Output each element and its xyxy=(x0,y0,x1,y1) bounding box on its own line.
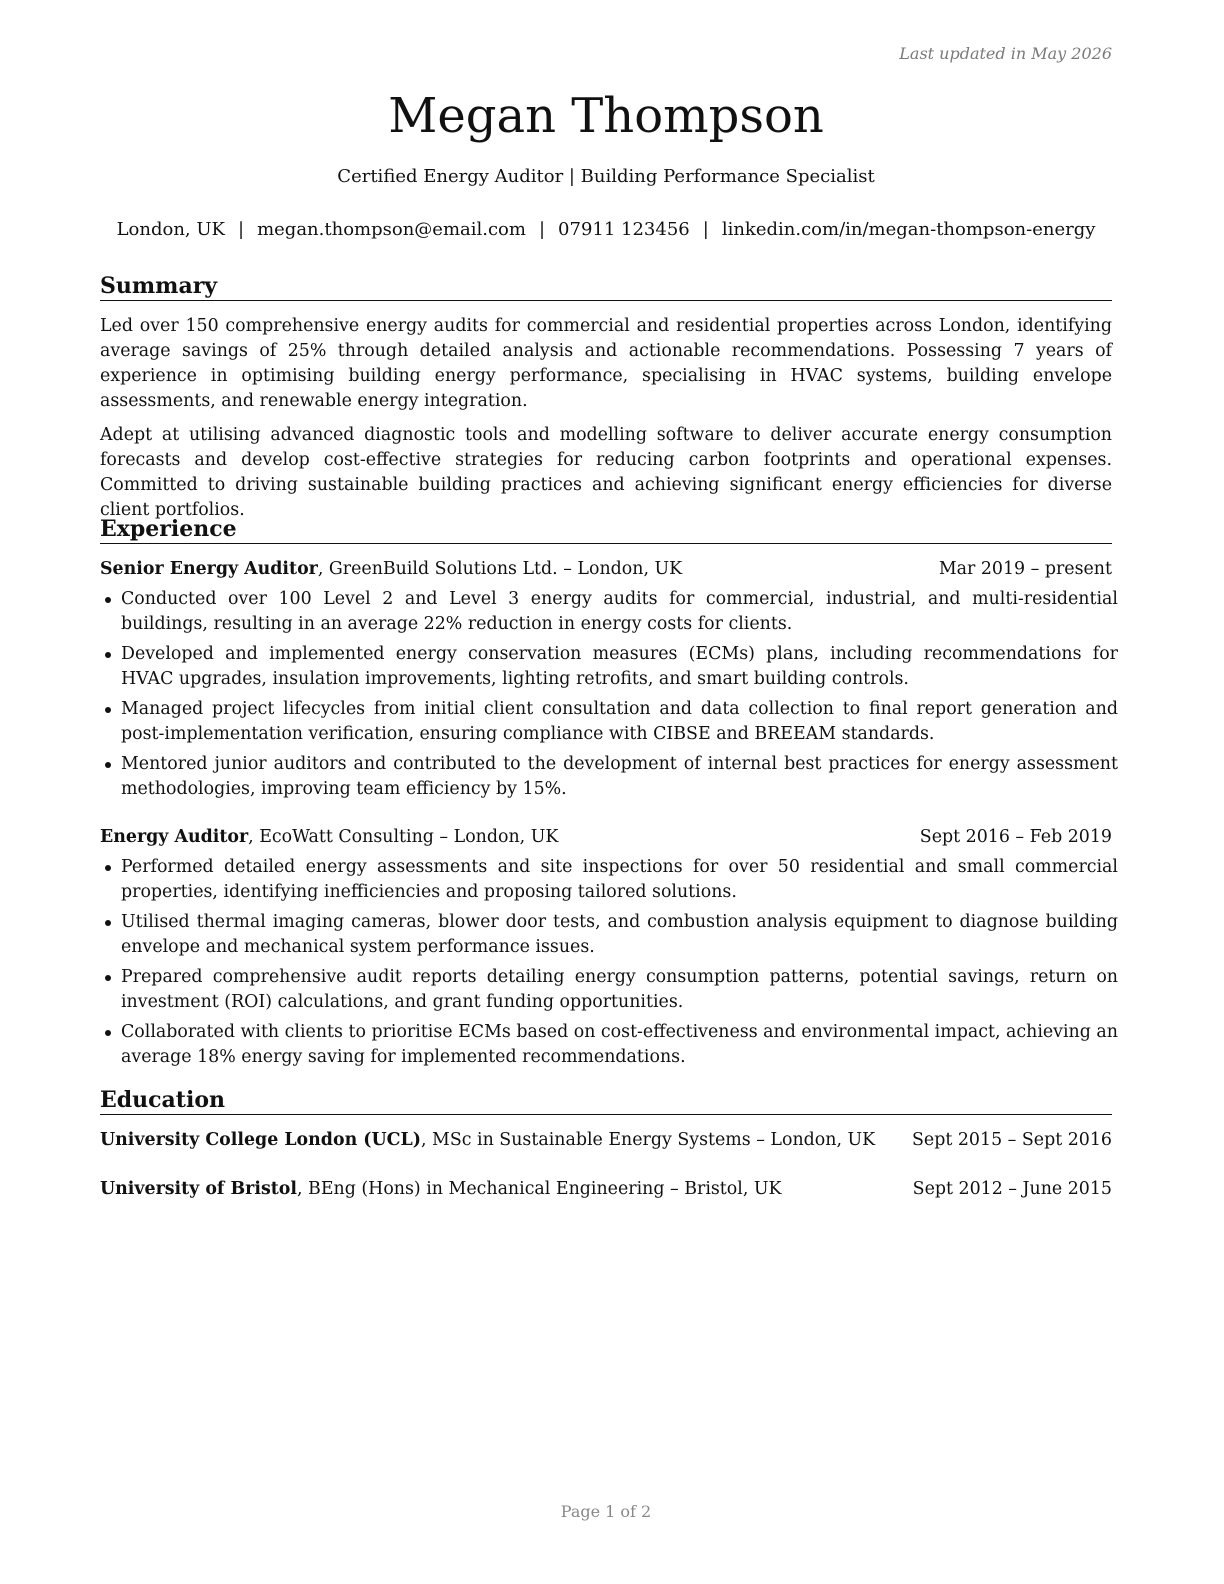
list-item: Managed project lifecycles from initial client consultation and data collection to final report generation and post-implementation verification, ensuring compliance with CIBSE and BREEAM standards. xyxy=(100,697,1118,747)
candidate-name: Megan Thompson xyxy=(388,88,824,144)
contact-separator: | xyxy=(238,219,245,240)
job-company: , GreenBuild Solutions Ltd. – London, UK xyxy=(317,559,683,579)
summary-paragraph: Led over 150 comprehensive energy audits for commercial and residential properties across London, identifying average savings of 25% through detailed analysis and actionable recommendations. Possessing 7 years of experience in optimising building energy performance, specialising in HVAC systems, building envelope assessments, and renewable energy integration. xyxy=(100,316,1112,411)
list-item: Performed detailed energy assessments and site inspections for over 50 residential and small commercial properties, identifying inefficiencies and proposing tailored solutions. xyxy=(100,855,1118,905)
education-institution: University of Bristol xyxy=(100,1179,297,1199)
section-title-experience: Experience xyxy=(100,515,1112,544)
resume-page xyxy=(100,0,1118,1584)
education-dates: Sept 2012 – June 2015 xyxy=(912,1179,1112,1199)
list-item: Utilised thermal imaging cameras, blower door tests, and combustion analysis equipment to diagnose building envelope and mechanical system performance issues. xyxy=(100,910,1118,960)
job-bullets xyxy=(100,855,1118,1075)
contact-line xyxy=(96,219,1116,240)
job-dates: Sept 2016 – Feb 2019 xyxy=(919,827,1112,847)
section-title-summary: Summary xyxy=(100,272,1112,301)
contact-linkedin[interactable]: linkedin.com/in/megan-thompson-energy xyxy=(721,219,1096,240)
list-item: Developed and implemented energy conservation measures (ECMs) plans, including recommendations for HVAC upgrades, insulation improvements, lighting retrofits, and smart building controls. xyxy=(100,642,1118,692)
job-header xyxy=(100,825,1112,850)
education-institution: University College London (UCL) xyxy=(100,1130,421,1150)
job-role: Senior Energy Auditor xyxy=(100,559,318,579)
contact-separator: | xyxy=(538,219,546,240)
job-role: Energy Auditor xyxy=(100,827,249,847)
job-bullets xyxy=(100,587,1118,807)
education-entry xyxy=(100,1128,1112,1153)
education-detail: , BEng (Hons) in Mechanical Engineering – Bristol, UK xyxy=(296,1179,782,1199)
contact-email[interactable]: megan.thompson@email.com xyxy=(257,219,526,240)
list-item: Prepared comprehensive audit reports detailing energy consumption patterns, potential savings, return on investment (ROI) calculations, and grant funding opportunities. xyxy=(100,965,1118,1015)
last-updated-note: Last updated in May 2026 xyxy=(899,44,1112,63)
list-item: Mentored junior auditors and contributed to the development of internal best practices for energy assessment methodologies, improving team efficiency by 15%. xyxy=(100,752,1118,802)
contact-phone[interactable]: 07911 123456 xyxy=(558,219,690,240)
education-detail: , MSc in Sustainable Energy Systems – London, UK xyxy=(420,1130,876,1150)
job-header xyxy=(100,557,1112,582)
job-company: , EcoWatt Consulting – London, UK xyxy=(248,827,559,847)
list-item: Collaborated with clients to prioritise ECMs based on cost-effectiveness and environmental impact, achieving an average 18% energy saving for implemented recommendations. xyxy=(100,1020,1118,1070)
list-item: Conducted over 100 Level 2 and Level 3 energy audits for commercial, industrial, and multi-residential buildings, resulting in an average 22% reduction in energy costs for clients. xyxy=(100,587,1118,637)
education-dates: Sept 2015 – Sept 2016 xyxy=(912,1130,1112,1150)
education-entry xyxy=(100,1177,1112,1202)
candidate-tagline: Certified Energy Auditor | Building Performance Specialist xyxy=(337,166,875,187)
summary-paragraph: Adept at utilising advanced diagnostic tools and modelling software to deliver accurate energy consumption forecasts and develop cost-effective strategies for reducing carbon footprints and operational expenses. Committed to driving sustainable building practices and achieving significant energy efficiencies for diverse client portfolios. xyxy=(100,425,1112,520)
section-title-education: Education xyxy=(100,1086,1112,1115)
contact-location: London, UK xyxy=(116,219,225,240)
job-dates: Mar 2019 – present xyxy=(938,559,1112,579)
contact-separator: | xyxy=(702,219,709,240)
page-number: Page 1 of 2 xyxy=(560,1502,652,1521)
